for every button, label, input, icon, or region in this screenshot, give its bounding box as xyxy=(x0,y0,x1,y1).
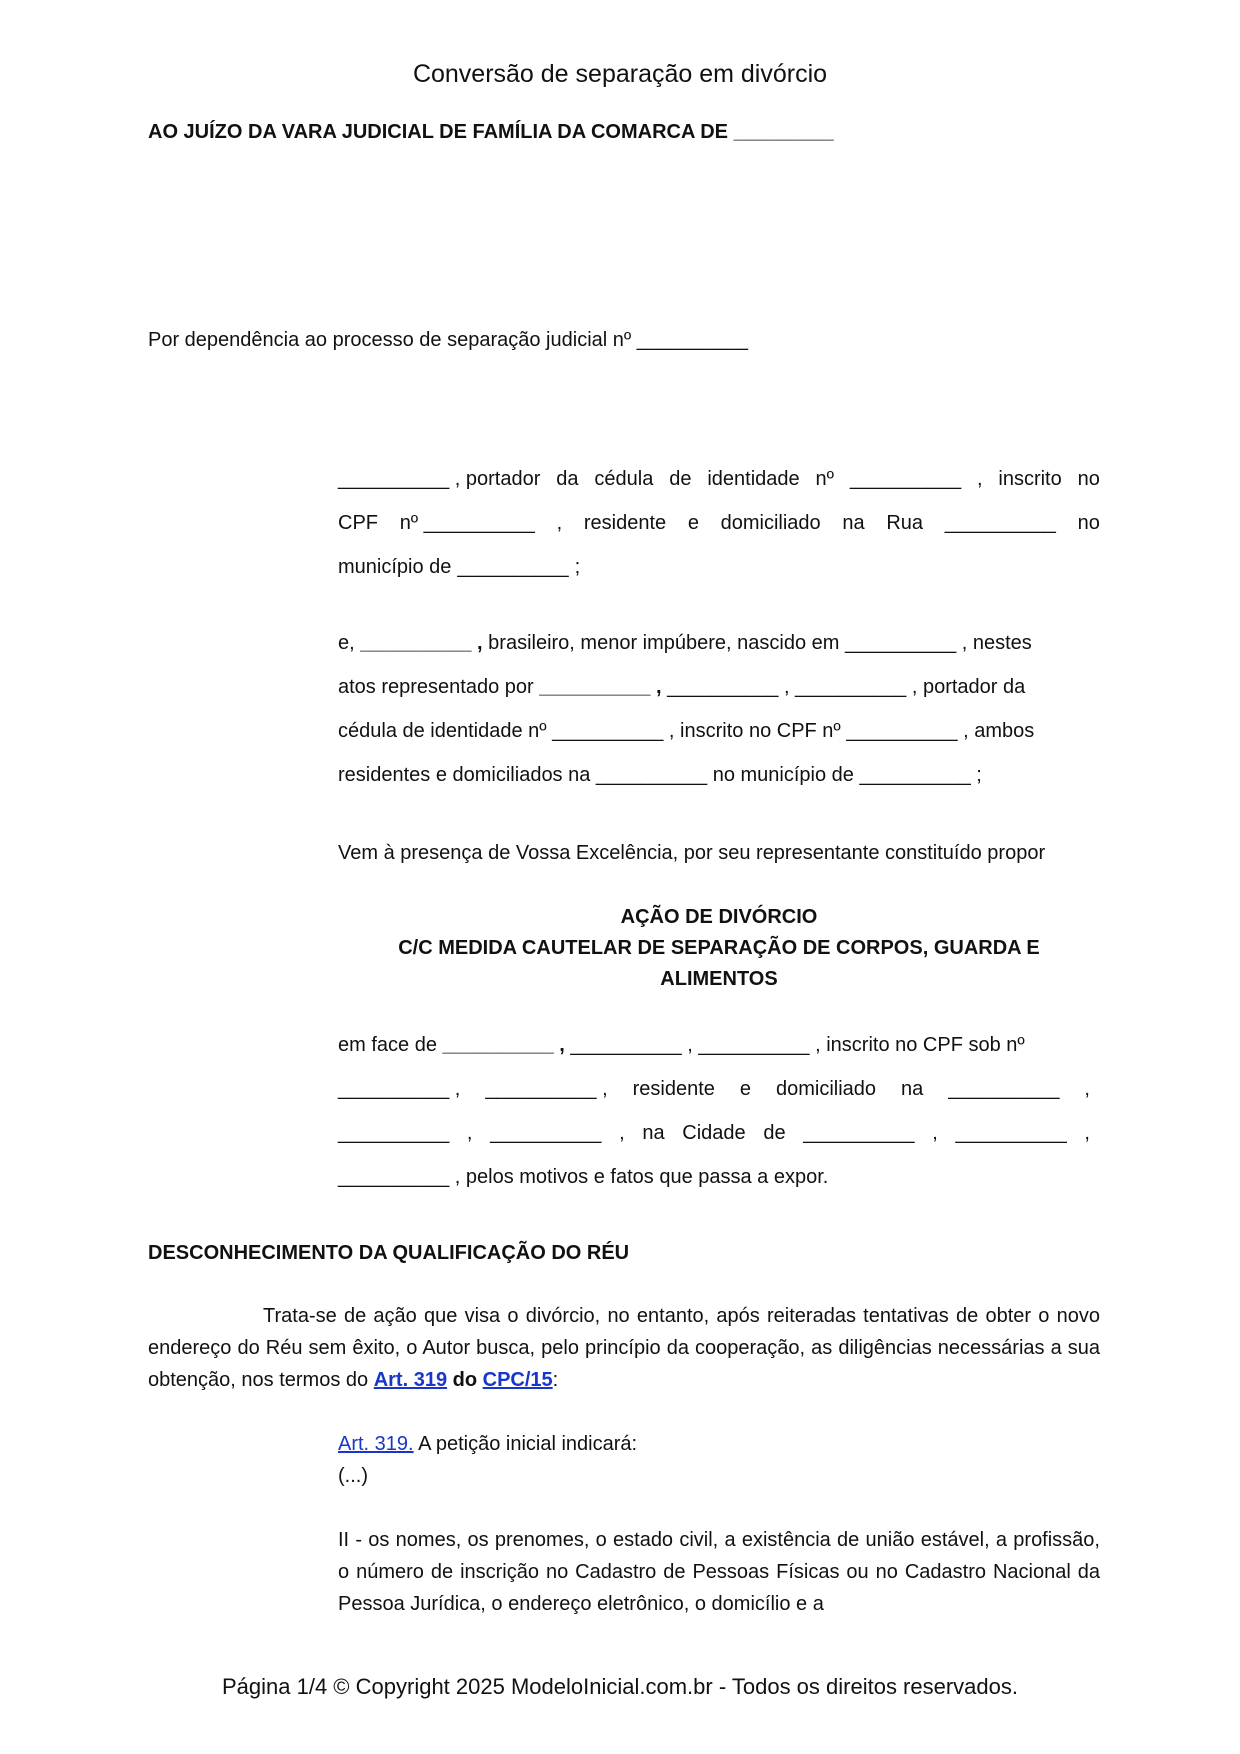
text-fragment: Rua xyxy=(886,512,924,534)
art-319-link[interactable]: Art. 319 xyxy=(373,1369,448,1391)
text-fragment: , xyxy=(619,1122,625,1144)
page-footer: Página 1/4 © Copyright 2025 ModeloInicial.com.br - Todos os direitos reservados. xyxy=(222,1674,1018,1699)
legal-quote xyxy=(338,1428,1100,1620)
defendant-line-1 xyxy=(338,1034,1025,1057)
text-fragment: , xyxy=(556,512,563,534)
text-fragment: na xyxy=(842,512,865,534)
text-fragment: CPF xyxy=(338,512,378,534)
action-title-line: C/C MEDIDA CAUTELAR DE SEPARAÇÃO DE CORPOS, GUARDA E xyxy=(398,937,1040,959)
text-fragment: na xyxy=(642,1122,665,1144)
quote-line-1 xyxy=(338,1428,1100,1460)
quote-ellipsis: (...) xyxy=(338,1465,368,1487)
text-fragment: no xyxy=(1077,468,1100,490)
text-fragment: , xyxy=(466,1122,473,1144)
text-fragment: A petição inicial indicará: xyxy=(418,1433,638,1455)
action-title-line: AÇÃO DE DIVÓRCIO xyxy=(620,906,818,928)
text-fragment: município de xyxy=(338,556,452,578)
text-fragment: de xyxy=(763,1122,786,1144)
action-title-line: ALIMENTOS xyxy=(660,968,778,990)
text-fragment: da xyxy=(556,468,579,490)
text-fragment: __________ , __________ , portador da xyxy=(667,676,1026,698)
text-fragment: __________ xyxy=(338,1122,450,1144)
text-fragment: atos representado por xyxy=(338,676,534,698)
text-fragment: identidade xyxy=(707,468,800,490)
defendant-line-4: __________ , pelos motivos e fatos que passa a expor. xyxy=(338,1166,829,1188)
text-fragment: __________ , portador xyxy=(338,468,541,490)
text-fragment: , xyxy=(1084,1122,1090,1144)
section-heading: DESCONHECIMENTO DA QUALIFICAÇÃO DO RÉU xyxy=(148,1242,630,1264)
text-fragment: residente xyxy=(632,1078,715,1100)
defendant-line-3 xyxy=(338,1122,1090,1145)
action-title xyxy=(338,902,1100,995)
text-fragment: do xyxy=(452,1369,478,1391)
text-fragment: na xyxy=(901,1078,924,1100)
text-fragment: e xyxy=(739,1078,751,1100)
blank-name-bold: __________ , xyxy=(360,632,483,654)
dependency-line: Por dependência ao processo de separação judicial nº __________ xyxy=(148,329,748,351)
intro-line: Vem à presença de Vossa Excelência, por seu representante constituído propor xyxy=(338,842,1046,864)
paragraph-text: Trata-se de ação que visa o divórcio, no entanto, após reiteradas tentativas de obter o novo endereço do Réu sem êxito, o Autor busca, pelo princípio da cooperação, as diligências necessárias a sua obtenção, nos termos do xyxy=(148,1305,1100,1391)
text-fragment: __________ , xyxy=(338,1078,461,1100)
plaintiff-line-2 xyxy=(338,512,1100,535)
text-fragment: __________ xyxy=(490,1122,602,1144)
text-fragment: , xyxy=(1084,1078,1090,1100)
art-319-quote-link[interactable]: Art. 319. xyxy=(338,1433,414,1455)
text-fragment: no xyxy=(1077,512,1100,534)
text-fragment: , xyxy=(976,468,983,490)
plaintiff-line-3 xyxy=(338,556,1100,579)
text-fragment: nº xyxy=(815,468,834,490)
text-fragment: de xyxy=(669,468,692,490)
text-fragment: __________ xyxy=(457,556,569,578)
text-fragment: __________ , __________ , inscrito no CPF sob nº xyxy=(570,1034,1025,1056)
text-fragment: em face de xyxy=(338,1034,437,1056)
body-paragraph xyxy=(148,1300,1100,1396)
text-fragment: domiciliado xyxy=(775,1078,877,1100)
blank-name-bold: __________ , xyxy=(539,676,662,698)
text-fragment: ; xyxy=(574,556,581,578)
text-fragment: inscrito xyxy=(998,468,1062,490)
text-fragment: Cidade xyxy=(682,1122,746,1144)
spacer xyxy=(338,1492,1100,1524)
text-fragment: __________ xyxy=(944,512,1056,534)
minor-line-2 xyxy=(338,676,1025,699)
text-fragment: cédula xyxy=(594,468,654,490)
text-fragment: nº __________ xyxy=(399,512,535,534)
document-title: Conversão de separação em divórcio xyxy=(412,60,828,88)
minor-line-4: residentes e domiciliados na __________ no município de __________ ; xyxy=(338,764,982,786)
text-fragment: __________ , xyxy=(485,1078,608,1100)
minor-line-3: cédula de identidade nº __________ , inscrito no CPF nº __________ , ambos xyxy=(338,720,1035,742)
text-fragment: e xyxy=(687,512,699,534)
text-fragment: , xyxy=(932,1122,938,1144)
text-fragment: __________ xyxy=(955,1122,1067,1144)
cpc-15-link[interactable]: CPC/15 xyxy=(482,1369,553,1391)
defendant-line-2 xyxy=(338,1078,1090,1101)
plaintiff-line-1 xyxy=(338,468,1100,491)
text-fragment: __________ xyxy=(849,468,962,490)
text-fragment: residente xyxy=(583,512,667,534)
quote-item: II - os nomes, os prenomes, o estado civil, a existência de união estável, a profissão, o número de inscrição no Cadastro de Pessoas Físicas ou no Cadastro Nacional da Pessoa Jurídica, o endereço eletrônico, o domicílio e a xyxy=(338,1529,1100,1615)
text-fragment: e, xyxy=(338,632,355,654)
text-fragment: __________ xyxy=(803,1122,915,1144)
text-fragment: __________ xyxy=(948,1078,1060,1100)
court-header: AO JUÍZO DA VARA JUDICIAL DE FAMÍLIA DA COMARCA DE _________ xyxy=(148,121,834,143)
blank-name-bold: __________ , xyxy=(442,1034,565,1056)
text-fragment: domiciliado xyxy=(720,512,821,534)
text-fragment: brasileiro, menor impúbere, nascido em __________ , nestes xyxy=(488,632,1032,654)
minor-line-1 xyxy=(338,632,1032,655)
text-fragment: : xyxy=(552,1369,559,1391)
